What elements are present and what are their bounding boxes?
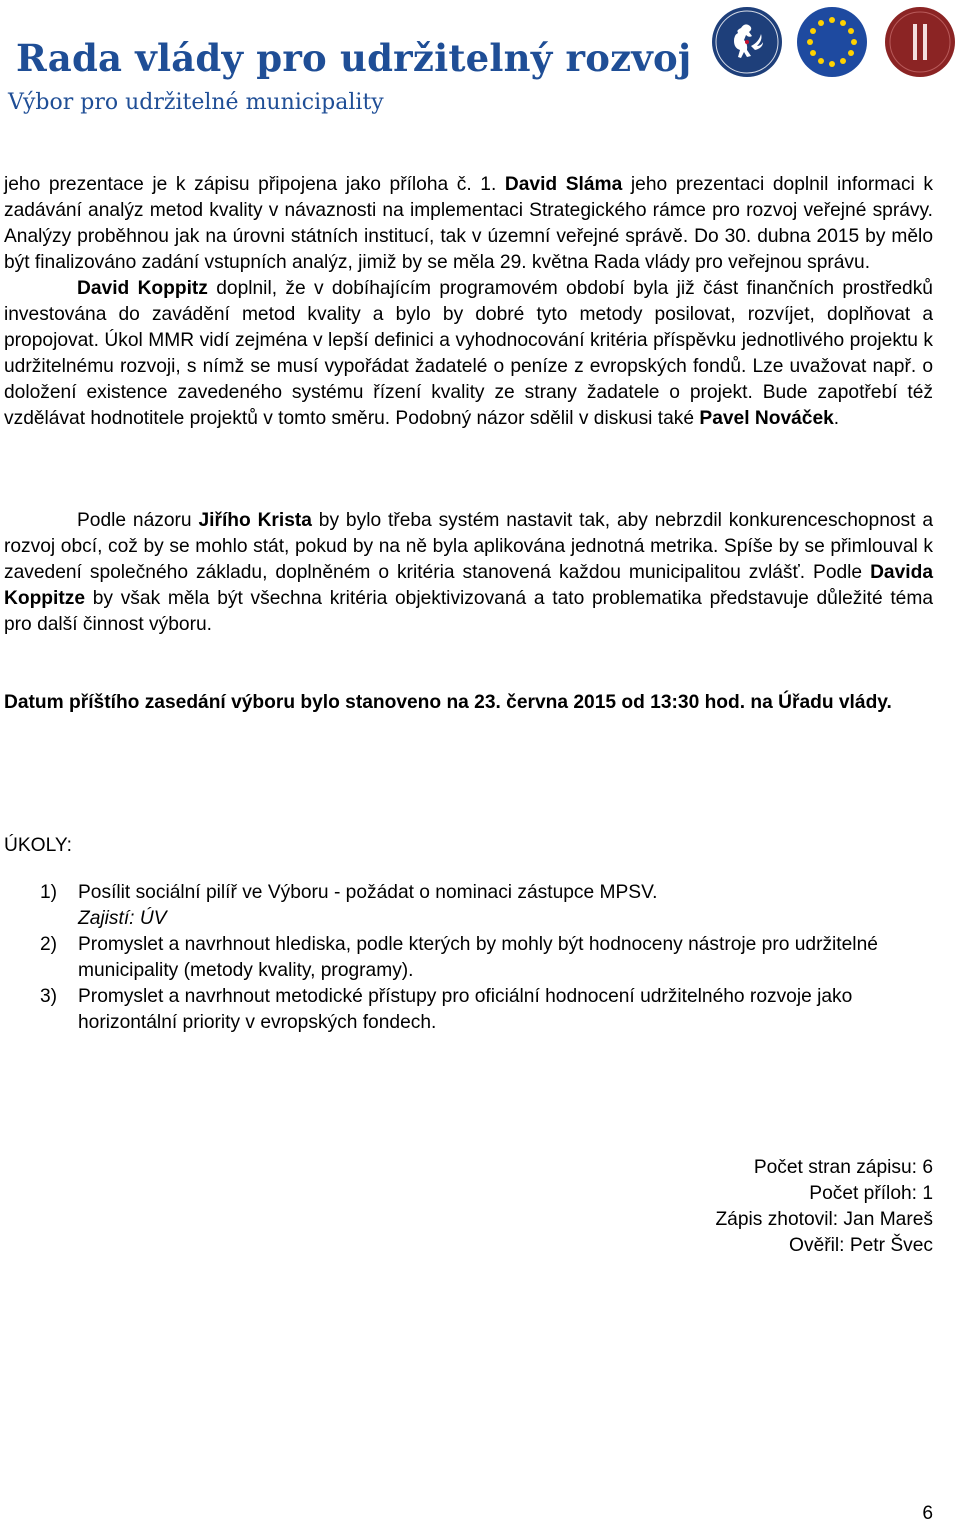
paragraph-1-text-3: doplnil, že v dobíhajícím programovém období byla již část finančních prostředků investována do zavádění metod kvality a bylo by dobré tyto metody posilovat, rozvíjet, doplňovat a propojovat. Úkol MMR vidí zejména v lepší definici a vyhodnocování kritéria příspěvku jednotlivého projektu k udržitelnému rozvoji, s nímž se musí vypořádat žadatelé o peníze z evropských fondů. Lze uvažovat např. o doložení existence zavedeného systému řízení kvality ze strany žadatele o projekt. Bude zapotřebí též vzdělávat hodnotitele projektů v tomto směru. Podobný názor sdělil v diskusi také [4,278,933,429]
tasks-heading: ÚKOLY: [4,835,72,856]
next-meeting-date: Datum příštího zasedání výboru bylo stanoveno na 23. června 2015 od 13:30 hod. na Úřadu vlády. [4,692,892,713]
task-number: 1) [40,882,58,903]
page-count: Počet stran zápisu: 6 [753,1157,933,1178]
task-list [40,880,940,1036]
attachment-count: Počet příloh: 1 [809,1183,933,1204]
paragraph-discussion-2 [4,508,933,638]
speaker-name: David Koppitz [77,278,208,299]
task-number: 3) [40,986,58,1007]
eu-flag-logo [796,6,868,78]
paragraph-discussion-1 [4,172,933,432]
paragraph-1-text-2: jeho prezentaci doplnil informaci k zadávání analýz metod kvality v návaznosti na implementaci Strategického rámce pro rozvoj veřejné správy. Analýzy proběhnou jak na úrovni státních institucí, tak v územní veřejné správě. Do 30. dubna 2015 by mělo být finalizováno zadání vstupních analýz, jimiž by se měla 29. května Rada vlády pro veřejnou správu. [4,174,933,273]
page-number: 6 [922,1503,933,1524]
speaker-name: Davida Koppitze [4,562,933,609]
paragraph-2-text-3: by však měla být všechna kritéria objektivizovaná a tato problematika představuje důležité téma pro další činnost výboru. [4,588,933,635]
minutes-info [715,1155,933,1259]
speaker-name: Jiřího Krista [198,510,312,531]
speaker-name: David Sláma [504,174,623,195]
task-item [40,984,940,1036]
task-responsible: Zajistí: ÚV [78,908,167,929]
task-item [40,932,940,984]
task-text: Promyslet a navrhnout hlediska, podle kterých by mohly být hodnoceny nástroje pro udržitelné municipality (metody kvality, programy). [78,934,878,981]
paragraph-2-text-2: by bylo třeba systém nastavit tak, aby nebrzdil konkurenceschopnost a rozvoj obcí, což by se mohlo stát, pokud by na ně byla aplikována jednotná metrika. Spíše by se přimlouval k zavedení společného základu, doplněném o kritéria stanovená každou municipalitou zvlášť. Podle [4,510,933,583]
header-title: Rada vlády pro udržitelný rozvoj [16,36,692,80]
minutes-verifier: Ověřil: Petr Švec [789,1235,933,1256]
speaker-name: Pavel Nováček [699,408,834,429]
task-number: 2) [40,934,58,955]
task-item [40,880,940,932]
czech-coat-of-arms-logo [711,6,783,78]
minutes-author: Zápis zhotovil: Jan Mareš [715,1209,933,1230]
task-text: Posílit sociální pilíř ve Výboru - požádat o nominaci zástupce MPSV. [78,882,658,903]
task-text: Promyslet a navrhnout metodické přístupy pro oficiální hodnocení udržitelného rozvoje jako horizontální priority v evropských fondech. [78,986,853,1033]
paragraph-1-text-4: . [833,408,840,429]
paragraph-2-text-1: Podle názoru [77,510,199,531]
government-office-logo [884,6,956,78]
paragraph-1-text-1: jeho prezentace je k zápisu připojena jako příloha č. 1. [4,174,505,195]
header-subtitle: Výbor pro udržitelné municipality [8,90,384,115]
